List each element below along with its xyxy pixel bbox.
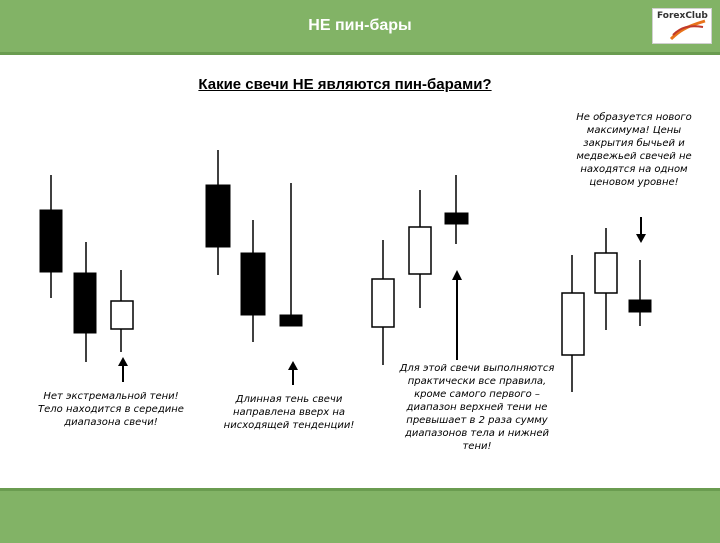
candle-bear-3c xyxy=(445,213,468,224)
arrow-up-1 xyxy=(118,357,128,382)
logo-text: ForexClub xyxy=(657,11,708,21)
candle-bear-2b xyxy=(241,253,265,315)
arrow-up-2 xyxy=(288,361,298,385)
candle-bear-2c xyxy=(280,315,302,326)
candle-group-1 xyxy=(40,175,133,362)
candle-group-3 xyxy=(372,175,468,365)
arrow-down-4 xyxy=(636,217,646,243)
note-4: Не образуется нового максимума! Цены закрытия бычьей и медвежьей свечей не находятся на одном ценовом уровне! xyxy=(576,112,692,188)
candle-bull-1c xyxy=(111,301,133,329)
candle-group-2 xyxy=(206,150,302,342)
candle-bull-3b xyxy=(409,227,431,274)
arrow-up-3 xyxy=(452,270,462,360)
footer-bar xyxy=(0,488,720,543)
note-1: Нет экстремальной тени! Тело находится в середине диапазона свечи! xyxy=(38,391,184,428)
note-3: Для этой свечи выполняются практически все правила, кроме самого первого – диапазон верхней тени не превышает в 2 раза сумму диапазонов тела и нижней тени! xyxy=(399,363,555,452)
candle-group-4 xyxy=(562,228,651,392)
candle-bear-2a xyxy=(206,185,230,247)
candle-bull-3a xyxy=(372,279,394,327)
candle-bear-1b xyxy=(74,273,96,333)
note-2: Длинная тень свечи направлена вверх на нисходящей тенденции! xyxy=(223,394,355,431)
candle-bull-4a xyxy=(562,293,584,355)
subtitle-question: Какие свечи НЕ являются пин-барами? xyxy=(198,76,492,93)
slide-title: НЕ пин-бары xyxy=(308,17,412,34)
candle-bull-4b xyxy=(595,253,617,293)
candle-bear-1a xyxy=(40,210,62,272)
candle-bear-4c xyxy=(629,300,651,312)
